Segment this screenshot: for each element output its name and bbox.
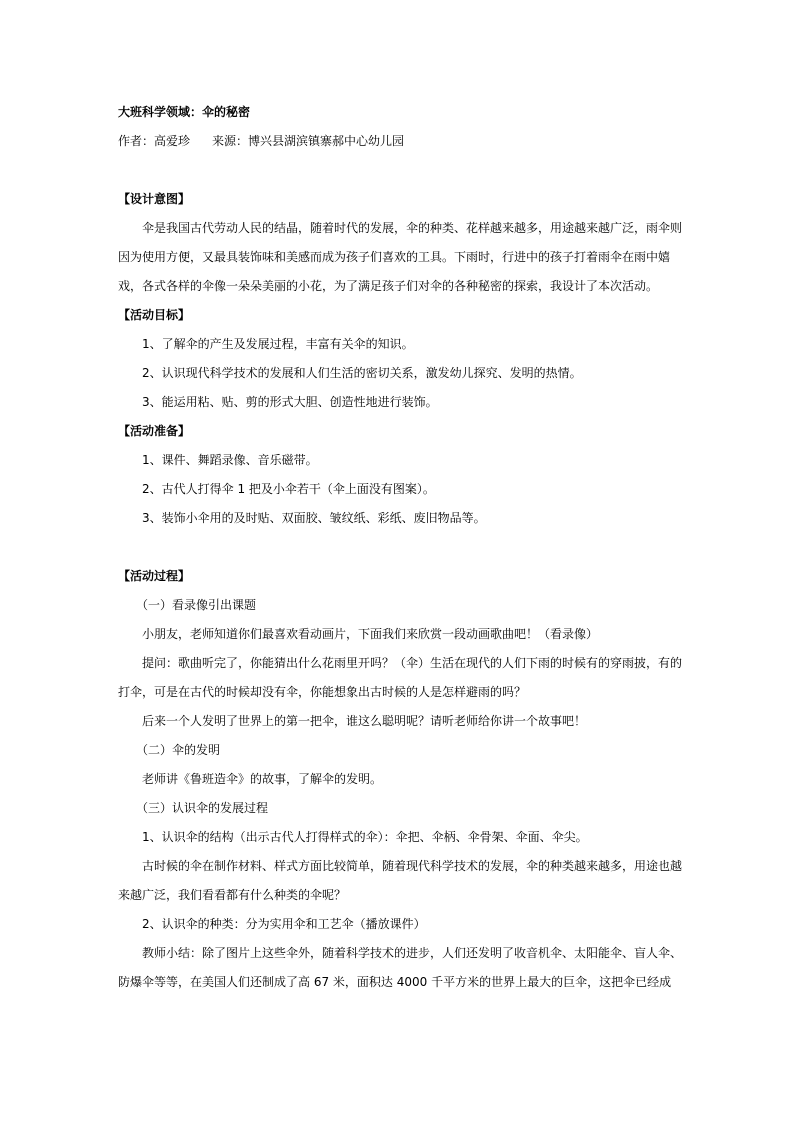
list-item: 3、装饰小伞用的及时贴、双面胶、皱纹纸、彩纸、废旧物品等。	[118, 511, 486, 525]
list-item: 1、了解伞的产生及发展过程，丰富有关伞的知识。	[118, 337, 414, 351]
section-heading-design: 【设计意图】	[118, 192, 191, 206]
doc-title: 大班科学领域：伞的秘密	[118, 105, 251, 119]
section-heading-process: 【活动过程】	[118, 569, 191, 583]
author: 作者：高爱珍	[118, 134, 191, 148]
list-item: 3、能运用粘、贴、剪的形式大胆、创造性地进行装饰。	[118, 395, 438, 409]
list-item: 2、认识现代科学技术的发展和人们生活的密切关系，激发幼儿探究、发明的热情。	[118, 366, 582, 380]
paragraph-line: 防爆伞等等，在美国人们还制成了高 67 米，面积达 4000 千平方米的世界上最大的巨伞，这把伞已经成	[118, 975, 672, 989]
paragraph-line: （三）认识伞的发展过程	[118, 801, 269, 815]
paragraph-line: 因为使用方便，又最具装饰味和美感而成为孩子们喜欢的工具。下雨时，行进中的孩子打着雨伞在雨中嬉	[118, 250, 671, 264]
list-item: 2、古代人打得伞 1 把及小伞若干（伞上面没有图案）。	[118, 482, 435, 496]
paragraph-line: （二）伞的发明	[118, 743, 221, 757]
paragraph-line: 伞是我国古代劳动人民的结晶，随着时代的发展，伞的种类、花样越来越多，用途越来越广泛，雨伞则	[118, 221, 683, 235]
section-heading-goals: 【活动目标】	[118, 308, 191, 322]
paragraph-line: 老师讲《鲁班造伞》的故事，了解伞的发明。	[118, 772, 383, 786]
paragraph-line: 后来一个人发明了世界上的第一把伞，谁这么聪明呢？请听老师给你讲一个故事吧！	[118, 714, 587, 728]
paragraph-line: 古时候的伞在制作材料、样式方面比较简单，随着现代科学技术的发展，伞的种类越来越多，用途也越	[118, 859, 683, 873]
list-item: 1、课件、舞蹈录像、音乐磁带。	[118, 453, 318, 467]
paragraph-line: 教师小结：除了图片上这些伞外，随着科学技术的进步，人们还发明了收音机伞、太阳能伞、盲人伞、	[118, 946, 683, 960]
author-line	[118, 133, 678, 149]
paragraph-line: （一）看录像引出课题	[118, 598, 257, 612]
paragraph-line: 戏，各式各样的伞像一朵朵美丽的小花，为了满足孩子们对伞的各种秘密的探索，我设计了本次活动。	[118, 279, 659, 293]
paragraph-line: 打伞，可是在古代的时候却没有伞，你能想象出古时候的人是怎样避雨的吗？	[118, 685, 527, 699]
source: 来源：博兴县湖滨镇寨郝中心幼儿园	[212, 134, 405, 148]
paragraph-line: 提问：歌曲听完了，你能猜出什么花雨里开吗？（伞）生活在现代的人们下雨的时候有的穿雨披，有的	[118, 656, 683, 670]
paragraph-line: 来越广泛，我们看看都有什么种类的伞呢？	[118, 888, 347, 902]
section-heading-prep: 【活动准备】	[118, 424, 191, 438]
paragraph-line: 小朋友，老师知道你们最喜欢看动画片，下面我们来欣赏一段动画歌曲吧！（看录像）	[118, 627, 599, 641]
paragraph-line: 2、认识伞的种类：分为实用伞和工艺伞（播放课件）	[118, 917, 426, 931]
paragraph-line: 1、认识伞的结构（出示古代人打得样式的伞）：伞把、伞柄、伞骨架、伞面、伞尖。	[118, 830, 588, 844]
